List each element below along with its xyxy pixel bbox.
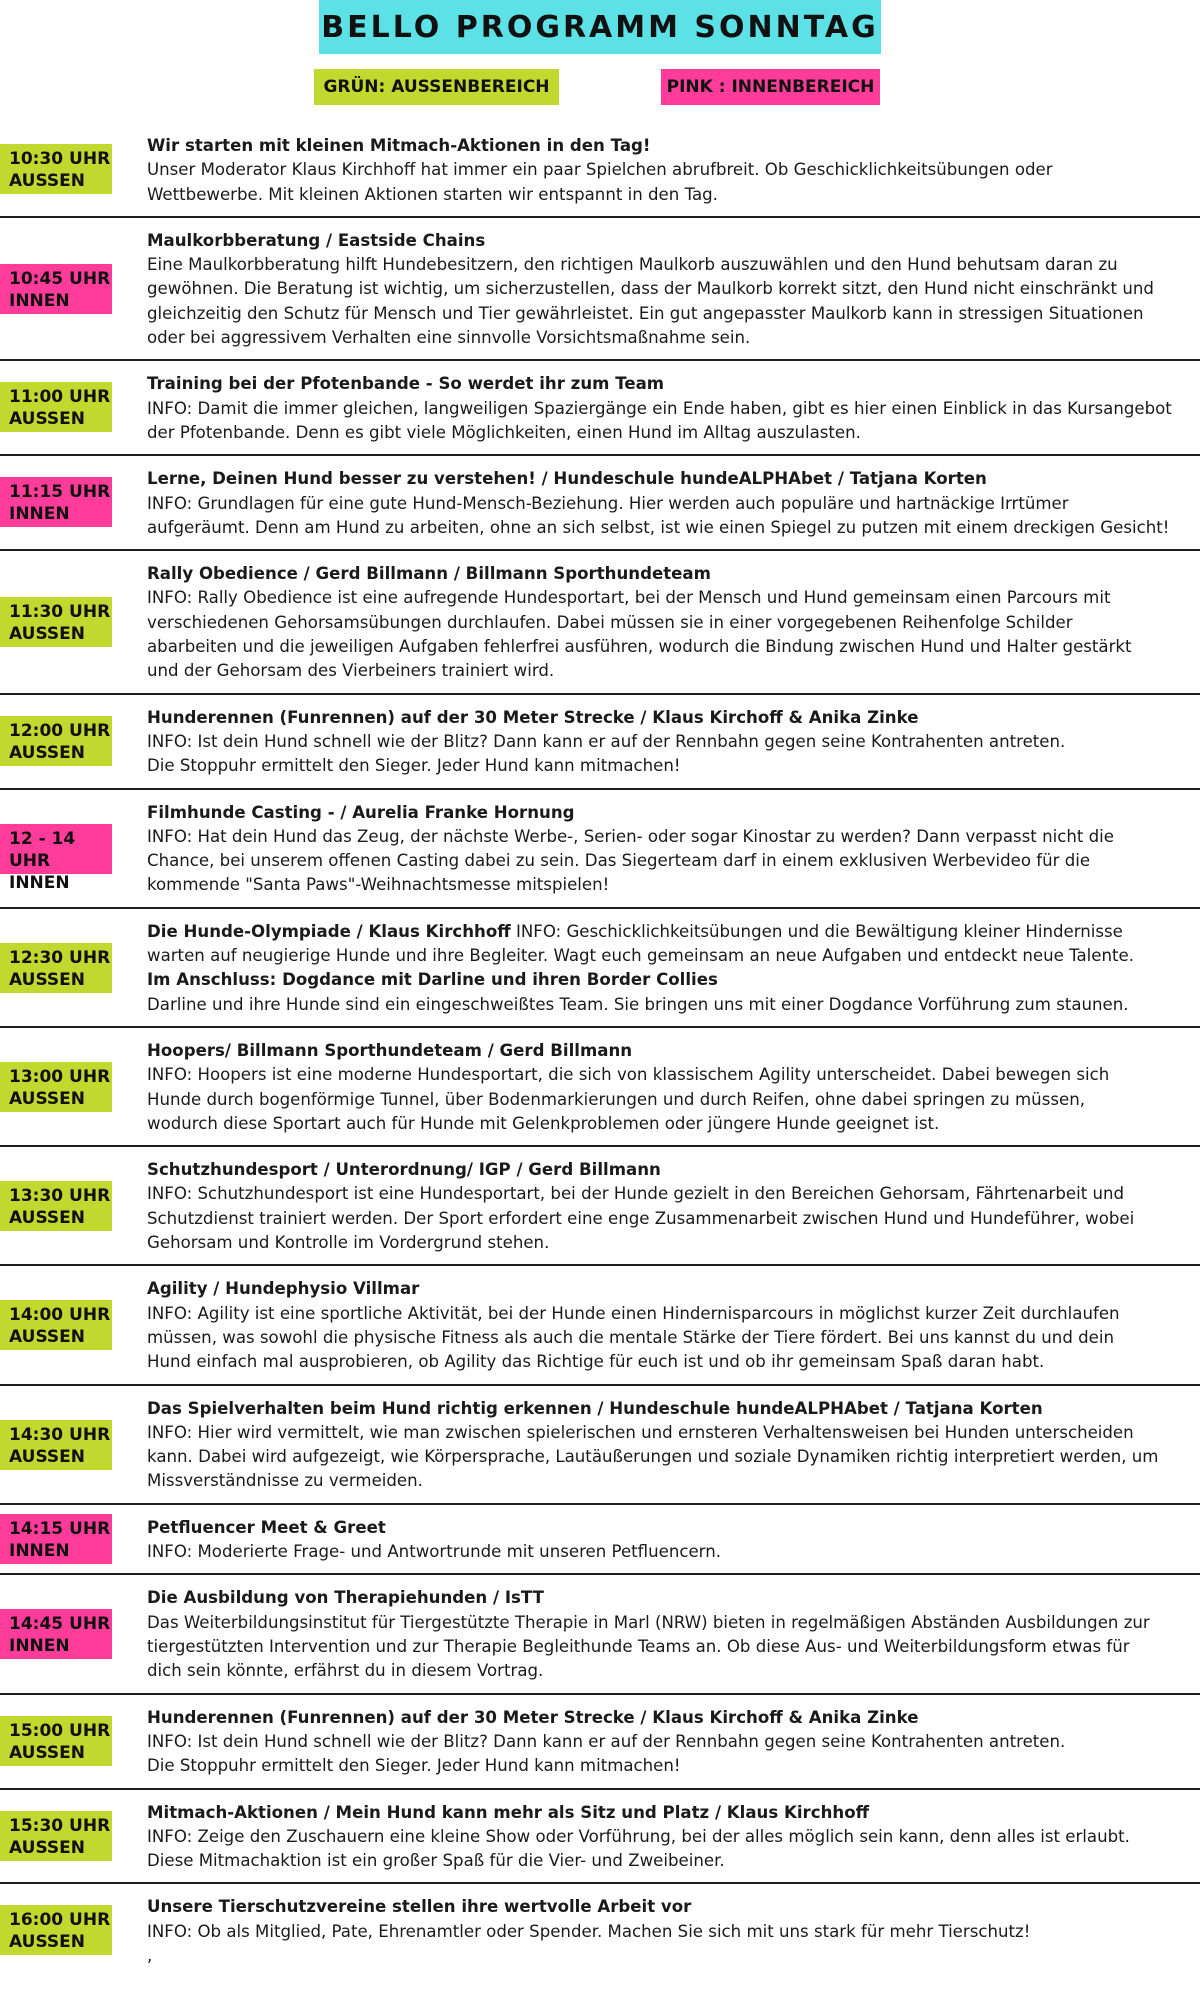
event-title: Filmhunde Casting - / Aurelia Franke Hornung bbox=[147, 802, 575, 822]
event-line bbox=[147, 516, 1187, 540]
area-label: AUSSEN bbox=[9, 1446, 86, 1467]
event-line bbox=[147, 944, 1187, 968]
event-description bbox=[147, 920, 1187, 1017]
area-label: AUSSEN bbox=[9, 969, 86, 990]
event-description bbox=[147, 562, 1187, 683]
area-label: INNEN bbox=[9, 504, 70, 525]
schedule-row bbox=[0, 1574, 1200, 1693]
time-label: 11:00 UHR bbox=[9, 387, 111, 408]
event-line bbox=[147, 1944, 1187, 1968]
page-title: BELLO PROGRAMM SONNTAG bbox=[319, 0, 881, 54]
event-text: Wettbewerbe. Mit kleinen Aktionen starten wir entspannt in den Tag. bbox=[147, 184, 718, 204]
event-text: INFO: Ist dein Hund schnell wie der Blitz? Dann kann er auf der Rennbahn gegen seine Kontrahenten antreten. bbox=[147, 1731, 1066, 1751]
event-line bbox=[147, 1469, 1187, 1493]
event-text: Das Weiterbildungsinstitut für Tiergestützte Therapie in Marl (NRW) bieten in regelmäßigen Abständen Ausbildungen zur bbox=[147, 1612, 1150, 1632]
time-badge bbox=[0, 943, 112, 993]
event-line bbox=[147, 1635, 1187, 1659]
event-title: Die Ausbildung von Therapiehunden / IsTT bbox=[147, 1588, 544, 1608]
event-title: Maulkorbberatung / Eastside Chains bbox=[147, 230, 486, 250]
time-badge bbox=[0, 1181, 112, 1231]
time-label: 13:30 UHR bbox=[9, 1186, 111, 1207]
event-text: Chance, bei unserem offenen Casting dabei zu sein. Das Siegerteam darf in einem exklusiven Werbevideo für die bbox=[147, 851, 1091, 871]
event-line bbox=[147, 1706, 1187, 1730]
schedule-row bbox=[0, 122, 1200, 217]
event-line bbox=[147, 993, 1187, 1017]
event-title: Hoopers/ Billmann Sporthundeteam / Gerd Billmann bbox=[147, 1041, 633, 1060]
schedule-row bbox=[0, 550, 1200, 694]
event-line bbox=[147, 1659, 1187, 1683]
schedule-row bbox=[0, 789, 1200, 908]
schedule-row bbox=[0, 1385, 1200, 1504]
schedule-row bbox=[0, 1694, 1200, 1789]
time-badge bbox=[0, 1514, 112, 1564]
event-line bbox=[147, 1730, 1187, 1754]
event-text: dich sein könnte, erfährst du in diesem Vortrag. bbox=[147, 1661, 544, 1681]
event-text: INFO: Hoopers ist eine moderne Hundesportart, die sich von klassischem Agility unterscheidet. Dabei bewegen sich bbox=[147, 1065, 1110, 1085]
schedule-row bbox=[0, 217, 1200, 361]
time-badge bbox=[0, 1716, 112, 1766]
event-line bbox=[147, 302, 1187, 326]
event-description bbox=[147, 372, 1187, 445]
event-title: Petfluencer Meet & Greet bbox=[147, 1517, 386, 1537]
event-text: Eine Maulkorbberatung hilft Hundebesitzern, den richtigen Maulkorb auszuwählen und den Hund behutsam daran zu bbox=[147, 255, 1118, 275]
event-text: INFO: Grundlagen für eine gute Hund-Mensch-Beziehung. Hier werden auch populäre und hartnäckige Irrtümer bbox=[147, 493, 1069, 513]
event-text: INFO: Rally Obedience ist eine aufregende Hundesportart, bei der Mensch und Hund gemeinsam einen Parcours mit bbox=[147, 588, 1111, 608]
event-description bbox=[147, 1706, 1187, 1779]
event-line bbox=[147, 1397, 1187, 1421]
time-badge bbox=[0, 144, 112, 194]
event-line bbox=[147, 1112, 1187, 1136]
area-label: INNEN bbox=[9, 290, 70, 311]
event-title: Mitmach-Aktionen / Mein Hund kann mehr als Sitz und Platz / Klaus Kirchhoff bbox=[147, 1802, 870, 1822]
legend-indoor: PINK : INNENBEREICH bbox=[661, 69, 880, 105]
time-label: 14:30 UHR bbox=[9, 1424, 111, 1445]
event-line bbox=[147, 1445, 1187, 1469]
event-text: Diese Mitmachaktion ist ein großer Spaß für die Vier- und Zweibeiner. bbox=[147, 1851, 725, 1871]
event-line bbox=[147, 1516, 1187, 1540]
area-label: INNEN bbox=[9, 1636, 70, 1657]
event-line bbox=[147, 1586, 1187, 1610]
event-title: Rally Obedience / Gerd Billmann / Billmann Sporthundeteam bbox=[147, 564, 711, 584]
event-line bbox=[147, 968, 1187, 992]
event-description bbox=[147, 1039, 1187, 1136]
event-text: kommende "Santa Paws"-Weihnachtsmesse mitspielen! bbox=[147, 875, 610, 895]
event-line bbox=[147, 635, 1187, 659]
event-text: wodurch diese Sportart auch für Hunde mit Gelenkproblemen oder jüngere Hunde geeignet ist. bbox=[147, 1113, 940, 1133]
event-line bbox=[147, 1754, 1187, 1778]
schedule-row bbox=[0, 455, 1200, 550]
event-description bbox=[147, 1801, 1187, 1874]
event-line bbox=[147, 754, 1187, 778]
area-label: AUSSEN bbox=[9, 409, 86, 430]
time-badge bbox=[0, 1420, 112, 1470]
event-line bbox=[147, 849, 1187, 873]
event-line bbox=[147, 1063, 1187, 1087]
time-label: 12:00 UHR bbox=[9, 720, 111, 741]
event-line bbox=[147, 1849, 1187, 1873]
event-description bbox=[147, 134, 1187, 207]
event-line bbox=[147, 326, 1187, 350]
event-line bbox=[147, 1920, 1187, 1944]
event-line bbox=[147, 1540, 1187, 1564]
event-line bbox=[147, 920, 1187, 944]
time-badge bbox=[0, 1905, 112, 1955]
event-line bbox=[147, 134, 1187, 158]
event-line bbox=[147, 562, 1187, 586]
event-line bbox=[147, 277, 1187, 301]
area-label: AUSSEN bbox=[9, 1742, 86, 1763]
time-badge bbox=[0, 382, 112, 432]
time-badge bbox=[0, 1811, 112, 1861]
event-line bbox=[147, 492, 1187, 516]
event-line bbox=[147, 1277, 1187, 1301]
time-label: 11:30 UHR bbox=[9, 602, 111, 623]
event-description bbox=[147, 229, 1187, 350]
event-line bbox=[147, 1158, 1187, 1182]
event-text: INFO: Hier wird vermittelt, wie man zwischen spielerischen und ernsteren Verhaltensweisen bei Hunden unterscheiden bbox=[147, 1422, 1134, 1442]
event-line bbox=[147, 1207, 1187, 1231]
event-title: Hunderennen (Funrennen) auf der 30 Meter Strecke / Klaus Kirchoff & Anika Zinke bbox=[147, 1707, 919, 1727]
event-text: verschiedenen Gehorsamsübungen durchlaufen. Dabei müssen sie in einer vorgegebenen Reihenfolge Schilder bbox=[147, 612, 1073, 632]
event-title: Agility / Hundephysio Villmar bbox=[147, 1279, 420, 1299]
time-label: 11:15 UHR bbox=[9, 482, 111, 503]
area-label: AUSSEN bbox=[9, 1327, 86, 1348]
event-line bbox=[147, 158, 1187, 182]
time-badge bbox=[0, 264, 112, 314]
event-line bbox=[147, 1611, 1187, 1635]
event-line bbox=[147, 1326, 1187, 1350]
area-label: AUSSEN bbox=[9, 1208, 86, 1229]
event-line bbox=[147, 1825, 1187, 1849]
event-description bbox=[147, 1516, 1187, 1565]
event-description bbox=[147, 1277, 1187, 1374]
event-line bbox=[147, 229, 1187, 253]
event-text: Missverständnisse zu vermeiden. bbox=[147, 1471, 423, 1491]
event-text: tiergestützten Intervention und zur Therapie Begleithunde Teams an. Ob diese Aus- und Weiterbildungsform etwas für bbox=[147, 1636, 1130, 1656]
event-title: Das Spielverhalten beim Hund richtig erkennen / Hundeschule hundeALPHAbet / Tatjana Korten bbox=[147, 1398, 1043, 1418]
time-badge bbox=[0, 1300, 112, 1350]
schedule-row bbox=[0, 1504, 1200, 1575]
event-line bbox=[147, 825, 1187, 849]
event-line bbox=[147, 1801, 1187, 1825]
time-label: 14:45 UHR bbox=[9, 1614, 111, 1635]
area-label: AUSSEN bbox=[9, 1837, 86, 1858]
time-badge bbox=[0, 716, 112, 766]
area-label: AUSSEN bbox=[9, 1089, 86, 1109]
event-title: Wir starten mit kleinen Mitmach-Aktionen in den Tag! bbox=[147, 136, 651, 155]
event-text: gleichzeitig den Schutz für Mensch und Tier gewährleistet. Ein gut angepasster Maulkorb kann in stressigen Situationen bbox=[147, 303, 1144, 323]
event-line bbox=[147, 397, 1187, 421]
time-badge bbox=[0, 597, 112, 647]
event-text: müssen, was sowohl die physische Fitness als auch die mentale Stärke der Tiere fördert. Bei uns kannst du und dein bbox=[147, 1327, 1114, 1347]
event-text: Hund einfach mal ausprobieren, ob Agility das Richtige für euch ist und ob ihr gemeinsam Spaß daran habt. bbox=[147, 1352, 1045, 1372]
area-label: INNEN bbox=[9, 872, 70, 893]
schedule-row bbox=[0, 360, 1200, 455]
event-text: INFO: Ob als Mitglied, Pate, Ehrenamtler oder Spender. Machen Sie sich mit uns stark für mehr Tierschutz! bbox=[147, 1921, 1031, 1941]
event-title: Im Anschluss: Dogdance mit Darline und ihren Border Collies bbox=[147, 970, 718, 990]
event-title: Unsere Tierschutzvereine stellen ihre wertvolle Arbeit vor bbox=[147, 1897, 692, 1917]
event-text: INFO: Hat dein Hund das Zeug, der nächste Werbe-, Serien- oder sogar Kinostar zu werden? Dann verpasst nicht die bbox=[147, 826, 1114, 846]
event-line bbox=[147, 1088, 1187, 1112]
time-badge bbox=[0, 1062, 112, 1112]
event-line bbox=[147, 421, 1187, 445]
event-description bbox=[147, 467, 1187, 540]
legend-outdoor: GRÜN: AUSSENBEREICH bbox=[314, 69, 559, 105]
event-description bbox=[147, 706, 1187, 779]
event-text: INFO: Ist dein Hund schnell wie der Blitz? Dann kann er auf der Rennbahn gegen seine Kontrahenten antreten. bbox=[147, 731, 1066, 751]
time-label: 10:30 UHR bbox=[9, 149, 111, 169]
schedule-row bbox=[0, 1265, 1200, 1384]
event-text: INFO: Zeige den Zuschauern eine kleine Show oder Vorführung, bei der alles möglich sein kann, denn alles ist erlaubt. bbox=[147, 1826, 1130, 1846]
schedule-row bbox=[0, 1883, 1200, 1978]
event-line bbox=[147, 1231, 1187, 1255]
time-label: 15:30 UHR bbox=[9, 1815, 111, 1836]
time-label: 12 - 14 UHR bbox=[9, 828, 76, 871]
event-line bbox=[147, 1039, 1187, 1063]
event-line bbox=[147, 1421, 1187, 1445]
area-label: INNEN bbox=[9, 1540, 70, 1561]
event-text: abarbeiten und die jeweiligen Aufgaben fehlerfrei ausführen, wodurch die Bindung zwischen Hund und Halter gestärkt bbox=[147, 637, 1132, 657]
event-title: Lerne, Deinen Hund besser zu verstehen! / Hundeschule hundeALPHAbet / Tatjana Korten bbox=[147, 469, 987, 489]
event-description bbox=[147, 1586, 1187, 1683]
event-line bbox=[147, 183, 1187, 207]
event-line bbox=[147, 801, 1187, 825]
event-text: Gehorsam und Kontrolle im Vordergrund stehen. bbox=[147, 1233, 550, 1253]
event-line bbox=[147, 873, 1187, 897]
event-text: INFO: Damit die immer gleichen, langweiligen Spaziergänge ein Ende haben, gibt es hier einen Einblick in das Kursangebot bbox=[147, 398, 1172, 418]
event-text: INFO: Agility ist eine sportliche Aktivität, bei der Hunde einen Hindernisparcours in möglichst kurzer Zeit durchlaufen bbox=[147, 1303, 1120, 1323]
event-text: und der Gehorsam des Vierbeiners trainiert wird. bbox=[147, 661, 555, 681]
event-line bbox=[147, 1302, 1187, 1326]
time-label: 10:45 UHR bbox=[9, 268, 111, 289]
event-text: INFO: Moderierte Frage- und Antwortrunde mit unseren Petfluencern. bbox=[147, 1542, 722, 1562]
area-label: AUSSEN bbox=[9, 624, 86, 645]
event-text: warten auf neugierige Hunde und ihre Begleiter. Wagt euch gemeinsam an neue Aufgaben und entdeckt neue Talente. bbox=[147, 946, 1135, 966]
event-text: oder bei aggressivem Verhalten eine sinnvolle Vorsichtsmaßnahme sein. bbox=[147, 328, 751, 348]
schedule-row bbox=[0, 1027, 1200, 1146]
event-title: Hunderennen (Funrennen) auf der 30 Meter Strecke / Klaus Kirchoff & Anika Zinke bbox=[147, 707, 919, 727]
event-line bbox=[147, 730, 1187, 754]
time-badge bbox=[0, 824, 112, 893]
event-line bbox=[147, 372, 1187, 396]
event-text: gewöhnen. Die Beratung ist wichtig, um sicherzustellen, dass der Maulkorb korrekt sitzt, den Hund nicht einschränkt und bbox=[147, 279, 1154, 299]
area-label: AUSSEN bbox=[9, 1932, 86, 1953]
event-description bbox=[147, 1158, 1187, 1255]
event-line bbox=[147, 253, 1187, 277]
event-description bbox=[147, 1895, 1187, 1968]
event-text: aufgeräumt. Denn am Hund zu arbeiten, ohne an sich selbst, ist wie einen Spiegel zu putzen mit einem dreckigen Gesicht! bbox=[147, 517, 1170, 537]
time-badge bbox=[0, 477, 112, 527]
area-label: AUSSEN bbox=[9, 171, 86, 191]
event-text: Schutzdienst trainiert werden. Der Sport erfordert eine enge Zusammenarbeit zwischen Hund und Hundeführer, wobei bbox=[147, 1208, 1135, 1228]
time-label: 14:00 UHR bbox=[9, 1305, 111, 1326]
event-title: Die Hunde-Olympiade / Klaus Kirchhoff bbox=[147, 921, 511, 941]
event-text: Die Stoppuhr ermittelt den Sieger. Jeder Hund kann mitmachen! bbox=[147, 756, 681, 776]
event-description bbox=[147, 1397, 1187, 1494]
event-text: , bbox=[147, 1945, 153, 1965]
event-text: INFO: Geschicklichkeitsübungen und die Bewältigung kleiner Hindernisse bbox=[510, 921, 1123, 941]
event-description bbox=[147, 801, 1187, 898]
event-line bbox=[147, 1182, 1187, 1206]
schedule-row bbox=[0, 908, 1200, 1027]
event-text: INFO: Schutzhundesport ist eine Hundesportart, bei der Hunde gezielt in den Bereichen Gehorsam, Fährtenarbeit und bbox=[147, 1184, 1125, 1204]
event-title: Schutzhundesport / Unterordnung/ IGP / Gerd Billmann bbox=[147, 1160, 661, 1180]
event-line bbox=[147, 659, 1187, 683]
event-line bbox=[147, 1895, 1187, 1919]
time-label: 14:15 UHR bbox=[9, 1518, 111, 1539]
event-line bbox=[147, 706, 1187, 730]
event-text: Die Stoppuhr ermittelt den Sieger. Jeder Hund kann mitmachen! bbox=[147, 1756, 681, 1776]
event-line bbox=[147, 611, 1187, 635]
area-label: AUSSEN bbox=[9, 742, 86, 763]
event-text: Darline und ihre Hunde sind ein eingeschweißtes Team. Sie bringen uns mit einer Dogdance Vorführung zum staunen. bbox=[147, 994, 1129, 1014]
event-text: der Pfotenbande. Denn es gibt viele Möglichkeiten, einen Hund im Alltag auszulasten. bbox=[147, 422, 861, 442]
time-label: 13:00 UHR bbox=[9, 1067, 111, 1087]
event-text: Unser Moderator Klaus Kirchhoff hat immer ein paar Spielchen abrufbreit. Ob Geschicklichkeitsübungen oder bbox=[147, 160, 1053, 180]
time-label: 16:00 UHR bbox=[9, 1910, 111, 1931]
time-label: 15:00 UHR bbox=[9, 1720, 111, 1741]
schedule-row bbox=[0, 1789, 1200, 1884]
event-text: Hunde durch bogenförmige Tunnel, über Bodenmarkierungen und durch Reifen, ohne dabei springen zu müssen, bbox=[147, 1089, 1085, 1109]
time-label: 12:30 UHR bbox=[9, 947, 111, 968]
event-line bbox=[147, 467, 1187, 491]
schedule-row bbox=[0, 694, 1200, 789]
event-line bbox=[147, 1350, 1187, 1374]
event-line bbox=[147, 586, 1187, 610]
event-text: kann. Dabei wird aufgezeigt, wie Körpersprache, Lautäußerungen und soziale Dynamiken richtig interpretiert werden, um bbox=[147, 1447, 1159, 1467]
schedule-row bbox=[0, 1146, 1200, 1265]
event-title: Training bei der Pfotenbande - So werdet ihr zum Team bbox=[147, 374, 665, 394]
time-badge bbox=[0, 1609, 112, 1659]
